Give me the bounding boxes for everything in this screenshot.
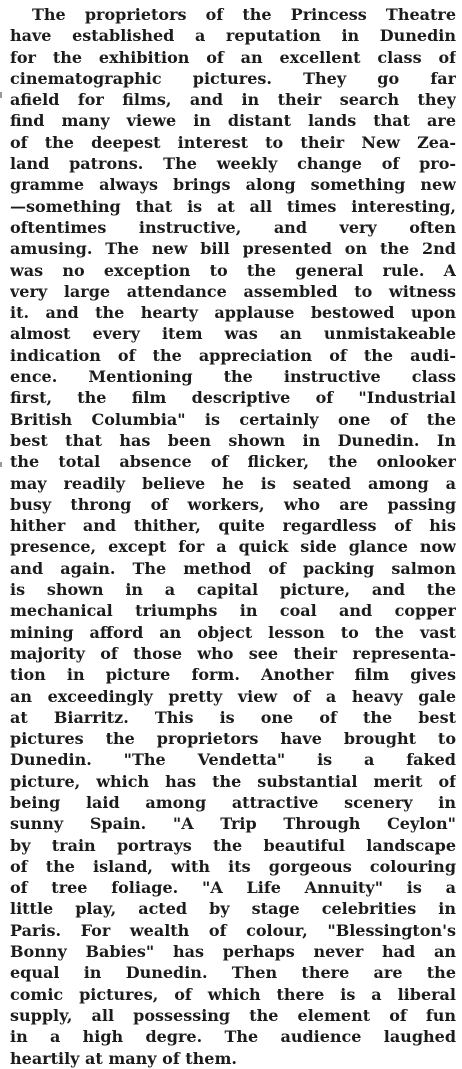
text-line: mechanical triumphs in coal and copper	[10, 601, 456, 621]
text-line: comic pictures, of which there is a liberal	[10, 984, 456, 1004]
text-line: for the exhibition of an excellent class of	[10, 47, 456, 67]
text-line: is shown in a capital picture, and the	[10, 580, 456, 600]
text-line: an exceedingly pretty view of a heavy gale	[10, 686, 456, 706]
text-line: Dunedin. "The Vendetta" is a faked	[10, 750, 456, 770]
text-line: best that has been shown in Dunedin. In	[10, 430, 456, 450]
text-line: the total absence of flicker, the onlooker	[10, 452, 456, 472]
text-line: majority of those who see their representa-	[10, 643, 456, 663]
text-line: of the island, with its gorgeous colouring	[10, 856, 456, 876]
text-line: first, the film descriptive of "Industrial	[10, 388, 456, 408]
text-line: equal in Dunedin. Then there are the	[10, 963, 456, 983]
text-line: mining afford an object lesson to the vast	[10, 622, 456, 642]
text-line: The proprietors of the Princess Theatre	[32, 5, 456, 24]
text-line: may readily believe he is seated among a	[10, 473, 456, 493]
text-line: little play, acted by stage celebrities in	[10, 899, 456, 919]
text-line: have established a reputation in Dunedin	[10, 26, 456, 46]
text-line: —something that is at all times interesting,	[10, 196, 456, 216]
text-line: Bonny Babies" has perhaps never had an	[10, 942, 456, 962]
text-line: hither and thither, quite regardless of his	[10, 516, 456, 536]
text-line: in a high degre. The audience laughed	[10, 1027, 456, 1047]
text-line: by train portrays the beautiful landscape	[10, 835, 456, 855]
text-line: sunny Spain. "A Trip Through Ceylon"	[10, 814, 456, 834]
text-line: heartily at many of them.	[10, 1048, 237, 1068]
text-line: land patrons. The weekly change of pro-	[10, 154, 456, 174]
text-line: amusing. The new bill presented on the 2nd	[10, 239, 456, 259]
text-line: cinematographic pictures. They go far	[10, 68, 456, 88]
text-line: was no exception to the general rule. A	[10, 260, 456, 280]
text-line: gramme always brings along something new	[10, 175, 456, 195]
text-line: presence, except for a quick side glance now	[10, 537, 456, 557]
text-line: of the deepest interest to their New Zea-	[10, 132, 456, 152]
text-line: very large attendance assembled to witness	[10, 281, 456, 301]
scan-edge-mark	[0, 92, 2, 98]
text-line: it. and the hearty applause bestowed upon	[10, 303, 456, 323]
text-line: of tree foliage. "A Life Annuity" is a	[10, 878, 456, 898]
text-line: supply, all possessing the element of fun	[10, 1005, 456, 1025]
text-line: tion in picture form. Another film gives	[10, 665, 456, 685]
text-line: and again. The method of packing salmon	[10, 558, 456, 578]
text-line: British Columbia" is certainly one of the	[10, 409, 456, 429]
text-line: pictures the proprietors have brought to	[10, 729, 456, 749]
text-line: afield for films, and in their search they	[10, 90, 456, 110]
text-line: Paris. For wealth of colour, "Blessington's	[10, 920, 456, 940]
text-line: indication of the appreciation of the audi-	[10, 345, 456, 365]
text-line: at Biarritz. This is one of the best	[10, 707, 456, 727]
text-line: ence. Mentioning the instructive class	[10, 367, 456, 387]
text-line: busy throng of workers, who are passing	[10, 494, 456, 514]
text-line: being laid among attractive scenery in	[10, 792, 456, 812]
text-line: almost every item was an unmistakeable	[10, 324, 456, 344]
scan-edge-mark	[0, 462, 2, 467]
text-line: oftentimes instructive, and very often	[10, 217, 456, 237]
text-line: picture, which has the substantial merit of	[10, 771, 456, 791]
text-line: find many viewe in distant lands that are	[10, 111, 456, 131]
